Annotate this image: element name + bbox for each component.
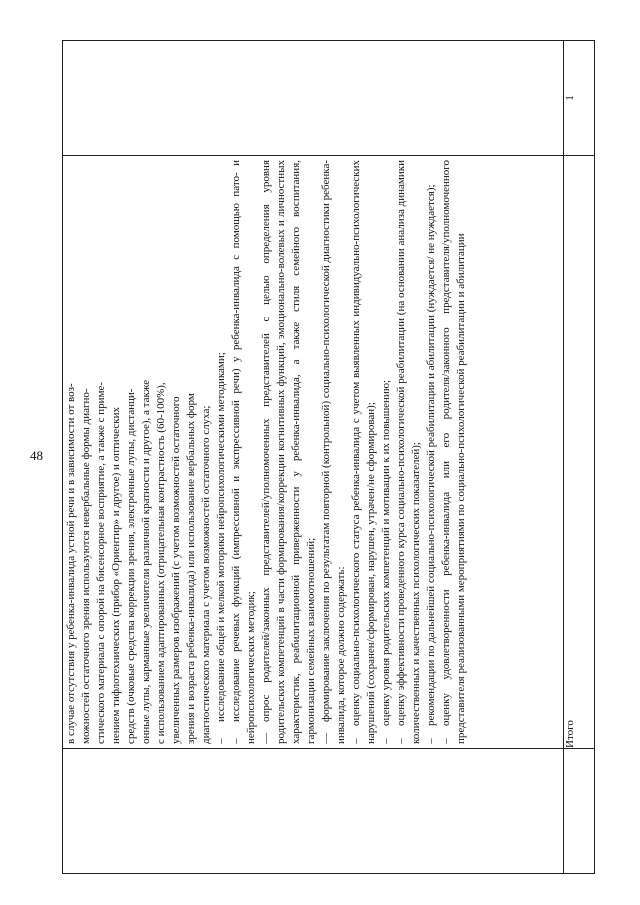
content-text <box>63 156 469 748</box>
list-item <box>319 160 349 744</box>
text-line-1: в случае отсутствия у ребенка-инвалида устной речи и в зависимости от воз- <box>65 383 77 744</box>
sub-list-item <box>439 160 469 744</box>
empty-total-left-cell <box>564 749 595 874</box>
list-item <box>259 160 319 744</box>
table-row <box>63 41 564 874</box>
total-row <box>564 41 595 874</box>
sub-recommendations: рекомендации по дальнейшей социально-психологической реабилитации и абилитации (нуждается/ не нуждается); <box>425 184 437 726</box>
list-item <box>214 160 229 744</box>
sub-list-item <box>394 160 424 744</box>
sub-parents: оценку уровня родительских компетенций и мотивации к их повышению; <box>380 379 392 726</box>
text-line-10: диагностического материала с учетом возможностей остаточного слуха; <box>200 405 212 744</box>
dash-marker: – <box>380 738 392 744</box>
dash-marker: – <box>230 738 242 744</box>
item-speech: исследование речевых функций (импрессивной и экспрессивной речи) у ребенка-инвалида с помощью пато- и нейропсихологических методик; <box>230 160 257 744</box>
rotated-table-block <box>62 40 594 874</box>
text-line-4: нением тифлотехнических (прибор «Ориентир» и другое) и оптических <box>110 407 122 744</box>
sub-status: оценку социально-психологического статуса ребенка-инвалида с учетом выявленных индивидуально-психологических нарушений (сохранен/сформирован, нарушен, утрачен/не сформирован); <box>350 160 377 744</box>
sub-list-item <box>379 160 394 744</box>
sub-list-item <box>424 160 439 744</box>
item-parents: опрос родителей/законных представителей/уполномоченных представителей с целью определения уровня родительских компетенций в части формирования/коррекции когнитивных функций, эмоционально-волевых и личностных характеристик, реабилитационной приверженности у ребенка-инвалида, а также стиля семейного воспитания, гармонизации семейных взаимоотношений; <box>260 160 317 744</box>
text-line-2: можностей остаточного зрения используются невербальные формы диагно- <box>80 388 92 744</box>
item-motor: исследование общей и мелкой моторики нейропсихологическими методиками; <box>215 352 227 722</box>
list-item <box>229 160 259 744</box>
text-line-5: средств (очковые средства коррекции зрения, электронные лупы, дистанци- <box>125 388 137 744</box>
item-conclusion: формирование заключения по результатам повторной (контрольной) социально-психологической диагностики ребенка-инвалида, которое должно содержать: <box>320 160 347 744</box>
text-line-9: зрения и возраста ребенка-инвалида) или использование вербальных форм <box>185 393 197 744</box>
text-line-6: онные лупы, карманные увеличители различной кратности и другое), а также <box>140 379 152 744</box>
dash-marker: – <box>440 738 452 744</box>
long-dash-marker: — <box>260 733 272 744</box>
total-label: Итого <box>564 720 576 748</box>
text-line-7: с использованием адаптированных (отрицательная контрастность (60-100%), <box>155 382 167 744</box>
content-cell <box>63 156 564 749</box>
dash-marker: – <box>350 738 362 744</box>
sub-list-item <box>349 160 379 744</box>
text-line-8: увеличенных размеров изображений (с учетом возможностей остаточного <box>170 396 182 744</box>
empty-right-cell <box>63 41 564 156</box>
service-table <box>62 40 595 874</box>
long-dash-marker: — <box>320 733 332 744</box>
dash-marker: – <box>425 738 437 744</box>
dash-marker: – <box>395 738 407 744</box>
total-value-cell <box>564 41 595 156</box>
text-line-3: стического материала с опорой на бисенсорное восприятие, а также с приме- <box>95 381 107 744</box>
page-number: 48 <box>30 448 43 463</box>
dash-marker: – <box>215 738 227 744</box>
sub-effectiveness: оценку эффективности проведенного курса социально-психологической реабилитации (на основании анализа динамики количественных и качественных психологических показателей); <box>395 160 422 744</box>
sub-satisfaction: оценку удовлетворенности ребенка-инвалида или его родителя/законного представителя/уполномоченного представителя реализованными мероприятиями по социально-психологической реабилитации и абилитации <box>440 160 467 744</box>
total-label-cell <box>564 156 595 749</box>
empty-left-cell <box>63 749 564 874</box>
total-value: 1 <box>564 95 576 101</box>
